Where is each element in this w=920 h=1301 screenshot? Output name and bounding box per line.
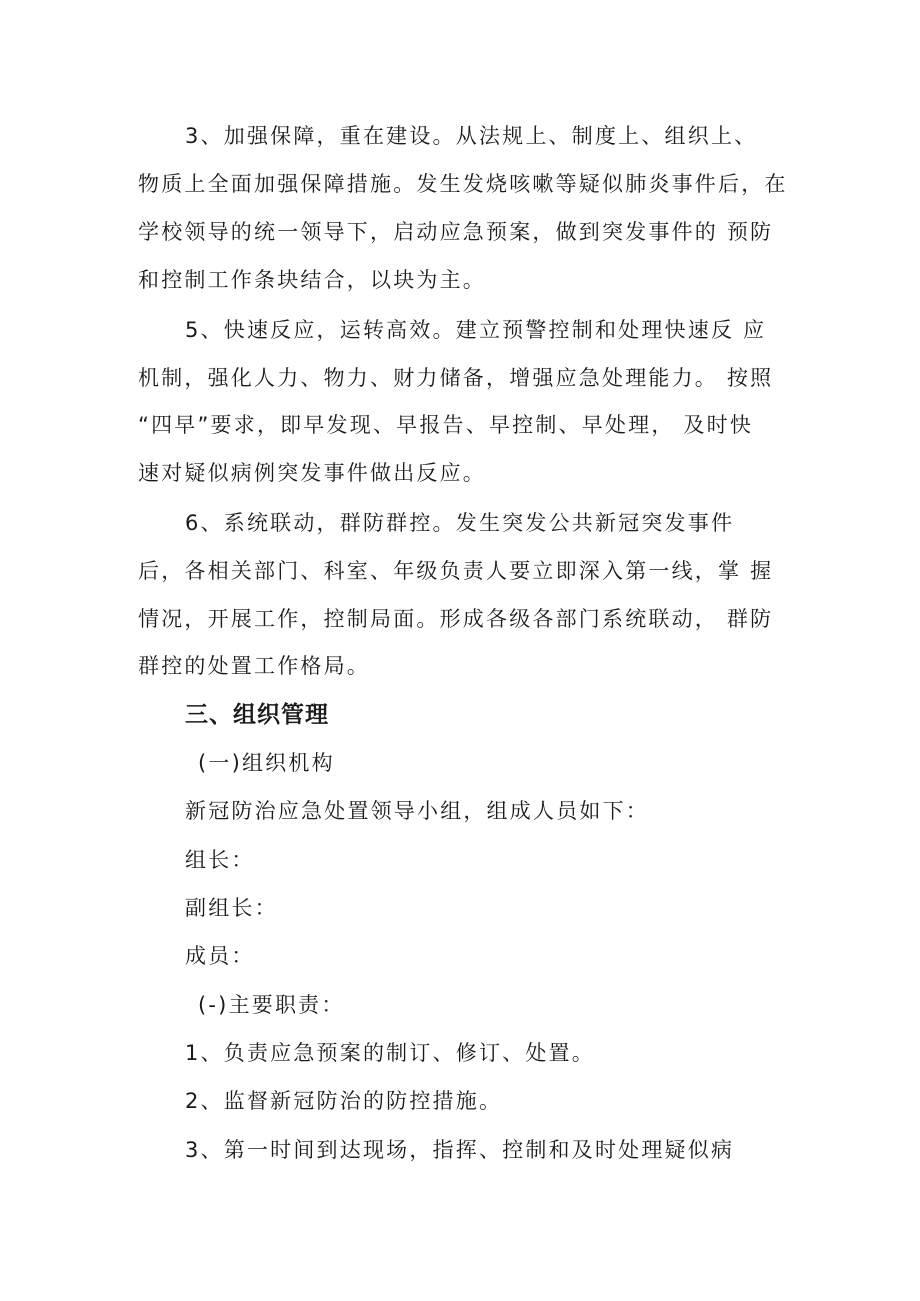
section-heading: 三、组织管理 — [185, 702, 329, 728]
paragraph-line: 学校领导的统一领导下，启动应急预案，做到突发事件的 预防 — [138, 220, 774, 244]
subsection-heading: (一)组织机构 — [198, 751, 335, 775]
paragraph-line: 物质上全面加强保障措施。发生发烧咳嗽等疑似肺炎事件后，在 — [138, 172, 788, 196]
paragraph-line: 6、系统联动，群防群控。发生突发公共新冠突发事件 — [185, 511, 735, 535]
paragraph-line: 3、加强保障，重在建设。从法规上、制度上、组织上、 — [185, 124, 758, 148]
paragraph-line: 机制，强化人力、物力、财力储备，增强应急处理能力。 按照 — [138, 366, 774, 390]
subsection-heading: (-)主要职责： — [198, 993, 345, 1017]
list-item: 3、第一时间到达现场，指挥、控制和及时处理疑似病 — [185, 1138, 735, 1162]
list-item: 2、监督新冠防治的防控措施。 — [185, 1089, 503, 1113]
list-item: 1、负责应急预案的制订、修订、处置。 — [185, 1041, 595, 1065]
member-label: 组长： — [185, 848, 255, 872]
paragraph-line: 5、快速反应，运转高效。建立预警控制和处理快速反 应 — [185, 318, 767, 342]
member-label: 成员： — [185, 944, 255, 968]
paragraph-line: 情况，开展工作，控制局面。形成各级各部门系统联动， 群防 — [138, 607, 774, 631]
paragraph-line: “四早”要求，即早发现、早报告、早控制、早处理， 及时快 — [138, 413, 754, 437]
member-label: 副组长： — [185, 896, 278, 920]
paragraph-line: 新冠防治应急处置领导小组，组成人员如下： — [185, 799, 649, 823]
paragraph-line: 后，各相关部门、科室、年级负责人要立即深入第一线，掌 握 — [138, 559, 774, 583]
paragraph-line: 群控的处置工作格局。 — [138, 654, 370, 678]
paragraph-line: 和控制工作条块结合，以块为主。 — [138, 268, 486, 292]
paragraph-line: 速对疑似病例突发事件做出反应。 — [138, 461, 486, 485]
